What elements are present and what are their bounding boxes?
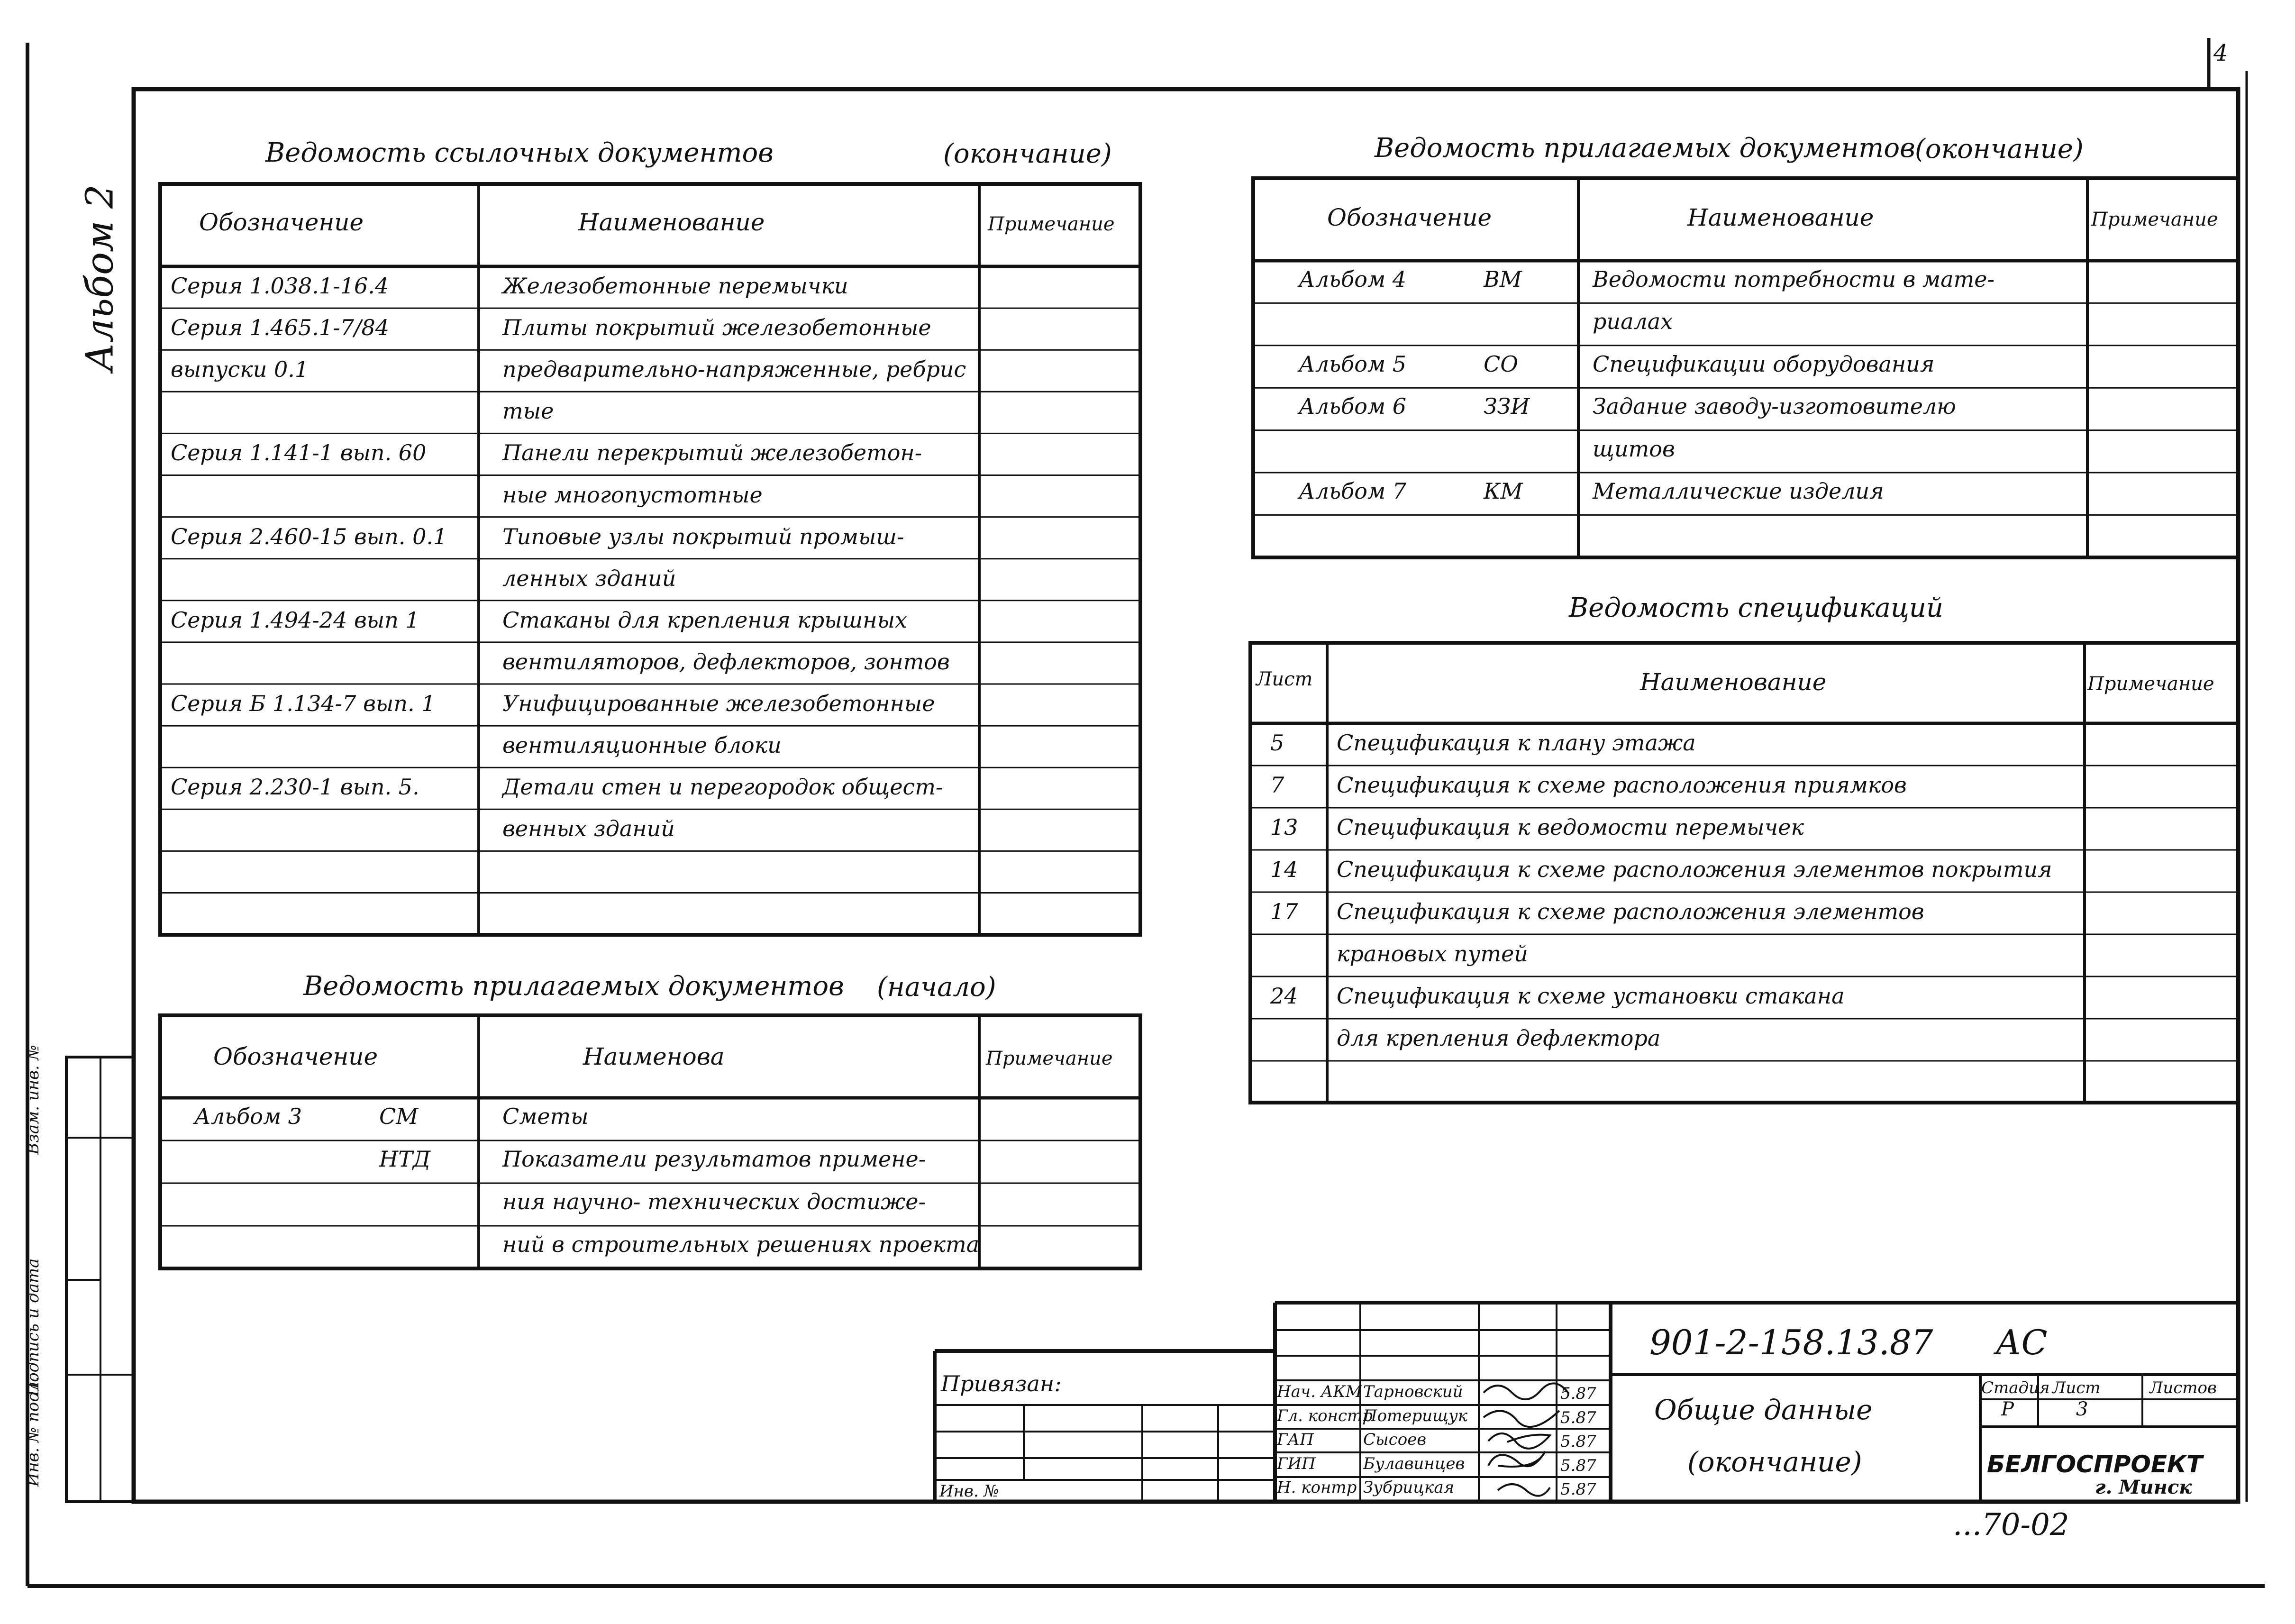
ref-docs-cell: вентиляционные блоки xyxy=(502,732,782,758)
specs-cell: 17 xyxy=(1270,899,1298,924)
attached-start-cell: Сметы xyxy=(502,1104,589,1129)
ref-docs-cell: Серия 1.038.1-16.4 xyxy=(171,273,389,299)
attached-start-header-name: Наименова xyxy=(583,1043,725,1070)
attached-end-cell: ЗЗИ xyxy=(1484,393,1530,420)
org-name: БЕЛГОСПРОЕКТ xyxy=(1987,1451,2203,1478)
attached-end-header-note: Примечание xyxy=(2091,209,2218,230)
attached-end-cell: Альбом 4 xyxy=(1299,266,1406,292)
ref-docs-cell: Серия 1.465.1-7/84 xyxy=(171,315,389,341)
specs-cell: 7 xyxy=(1270,772,1284,798)
ref-docs-cell: венных зданий xyxy=(502,816,675,842)
specs-cell: Спецификация к плану этажа xyxy=(1337,730,1696,756)
ref-docs-cell: Детали стен и перегородок общест- xyxy=(502,774,943,800)
attached-start-cell: ний в строительных решениях проекта xyxy=(502,1232,980,1257)
sheet-value: 3 xyxy=(2076,1398,2088,1420)
attached-end-title: Ведомость прилагаемых документов xyxy=(1375,133,1915,164)
stamp-role: ГИП xyxy=(1277,1454,1316,1473)
attached-end-cell: Спецификации оборудования xyxy=(1593,351,1935,377)
ref-docs-cell: выпуски 0.1 xyxy=(171,356,309,383)
ref-docs-cell: ленных зданий xyxy=(502,565,676,591)
stamp-sign-date-label: Подпись и дата xyxy=(24,1258,43,1396)
ref-docs-title-note: (окончание) xyxy=(943,138,1112,169)
specs-cell: Спецификация к схеме расположения приямков xyxy=(1337,772,1907,798)
attached-end-cell: Альбом 6 xyxy=(1299,393,1406,420)
ref-docs-cell: Серия 1.494-24 вып 1 xyxy=(171,607,419,633)
ref-docs-cell: Унифицированные железобетонные xyxy=(502,691,935,716)
stamp-person: Сысоев xyxy=(1363,1430,1427,1449)
attached-start-title-note: (начало) xyxy=(877,972,996,1003)
attached-end-title-note: (окончание) xyxy=(1915,134,2084,164)
ref-docs-cell: Стаканы для крепления крышных xyxy=(502,607,907,633)
stamp-date: 5.87 xyxy=(1560,1432,1596,1451)
attached-start-cell: Показатели результатов примене- xyxy=(502,1146,926,1172)
album-side-label: Альбом 2 xyxy=(77,184,122,372)
ref-docs-cell: Серия 2.460-15 вып. 0.1 xyxy=(171,523,447,549)
attached-start-cell: Альбом 3 xyxy=(194,1104,302,1129)
attached-end-cell: Ведомости потребности в мате- xyxy=(1593,266,1994,292)
stamp-role: ГАП xyxy=(1277,1430,1314,1449)
stamp-date: 5.87 xyxy=(1560,1408,1596,1427)
stamp-inv-label: Инв. № подл. xyxy=(24,1376,43,1487)
specs-cell: Спецификация к схеме расположения элементов покрытия xyxy=(1337,857,2052,882)
stamp-person: Булавинцев xyxy=(1363,1454,1465,1473)
attached-start-cell: СМ xyxy=(379,1104,419,1129)
stamp-date: 5.87 xyxy=(1560,1480,1596,1499)
stamp-person: Потерищук xyxy=(1363,1406,1468,1425)
attached-start-header-designation: Обозначение xyxy=(213,1043,378,1070)
attached-end-cell: Альбом 5 xyxy=(1299,351,1406,377)
ref-docs-cell: вентиляторов, дефлекторов, зонтов xyxy=(502,648,950,675)
ref-docs-cell: Плиты покрытий железобетонные xyxy=(502,315,931,341)
attached-end-cell: СО xyxy=(1484,351,1518,377)
ref-docs-header-designation: Обозначение xyxy=(199,209,364,236)
specs-header-name: Наименование xyxy=(1640,668,1827,696)
specs-cell: 24 xyxy=(1270,983,1298,1009)
specs-cell: Спецификация к ведомости перемычек xyxy=(1337,814,1804,840)
org-city: г. Минск xyxy=(2095,1476,2192,1498)
attached-end-header-name: Наименование xyxy=(1687,204,1874,231)
footer-code: ...70-02 xyxy=(1953,1507,2069,1542)
stamp-role: Гл. констр xyxy=(1277,1406,1373,1425)
specs-cell: 14 xyxy=(1270,857,1298,882)
stamp-date: 5.87 xyxy=(1560,1456,1596,1475)
specs-cell: крановых путей xyxy=(1337,941,1528,967)
specs-cell: 5 xyxy=(1270,730,1284,756)
stage-label: Стадия xyxy=(1981,1378,2050,1397)
specs-cell: для крепления дефлектора xyxy=(1337,1025,1661,1051)
attached-end-cell: риалах xyxy=(1593,309,1673,335)
specs-cell: Спецификация к схеме установки стакана xyxy=(1337,983,1845,1009)
stage-value: Р xyxy=(2001,1398,2014,1420)
attached-end-cell: ВМ xyxy=(1484,266,1522,292)
stamp-person: Тарновский xyxy=(1363,1382,1463,1401)
doc-mark: АС xyxy=(1995,1323,2048,1362)
inv-label: Инв. № xyxy=(939,1482,999,1501)
specs-header-sheet: Лист xyxy=(1256,668,1313,690)
attached-start-header-note: Примечание xyxy=(986,1048,1113,1069)
ref-docs-cell: предварительно-напряженные, ребрис xyxy=(502,356,966,383)
attached-end-header-designation: Обозначение xyxy=(1327,204,1492,231)
specs-cell: 13 xyxy=(1270,814,1298,840)
attached-end-cell: Металлические изделия xyxy=(1593,478,1884,504)
sheet-label: Лист xyxy=(2052,1378,2101,1397)
specs-header-note: Примечание xyxy=(2087,673,2214,695)
bound-label: Привязан: xyxy=(941,1371,1062,1396)
ref-docs-header-name: Наименование xyxy=(578,209,765,236)
ref-docs-cell: Серия Б 1.134-7 вып. 1 xyxy=(171,691,436,716)
attached-end-cell: щитов xyxy=(1593,436,1675,462)
attached-start-cell: НТД xyxy=(379,1146,431,1172)
attached-end-cell: Задание заводу-изготовителю xyxy=(1593,393,1956,420)
ref-docs-title: Ведомость ссылочных документов xyxy=(265,137,774,168)
ref-docs-cell: тые xyxy=(502,398,554,424)
attached-start-cell: ния научно- технических достиже- xyxy=(502,1189,926,1214)
doc-code: 901-2-158.13.87 xyxy=(1649,1323,1933,1362)
ref-docs-cell: Серия 2.230-1 вып. 5. xyxy=(171,774,419,800)
ref-docs-cell: Железобетонные перемычки xyxy=(502,273,848,299)
sheet-title: Общие данные xyxy=(1654,1394,1873,1426)
ref-docs-cell: Серия 1.141-1 вып. 60 xyxy=(171,440,427,466)
page-number: 4 xyxy=(2213,40,2228,66)
sheet-title-note: (окончание) xyxy=(1687,1446,1862,1478)
stamp-replace-label: Взам. инв. № xyxy=(24,1045,43,1155)
stamp-date: 5.87 xyxy=(1560,1384,1596,1403)
ref-docs-cell: Панели перекрытий железобетон- xyxy=(502,440,922,466)
ref-docs-cell: ные многопустотные xyxy=(502,482,763,508)
sheets-label: Листов xyxy=(2149,1378,2217,1397)
attached-start-title: Ведомость прилагаемых документов xyxy=(303,971,844,1002)
stamp-person: Зубрицкая xyxy=(1363,1478,1455,1497)
stamp-role: Н. контр xyxy=(1277,1478,1357,1497)
specs-cell: Спецификация к схеме расположения элементов xyxy=(1337,899,1924,924)
specs-title: Ведомость спецификаций xyxy=(1569,593,1944,623)
ref-docs-cell: Типовые узлы покрытий промыш- xyxy=(502,523,904,549)
ref-docs-header-note: Примечание xyxy=(988,213,1115,235)
attached-end-cell: КМ xyxy=(1484,478,1523,504)
stamp-role: Нач. АКМ xyxy=(1277,1382,1362,1401)
attached-end-cell: Альбом 7 xyxy=(1299,478,1406,504)
